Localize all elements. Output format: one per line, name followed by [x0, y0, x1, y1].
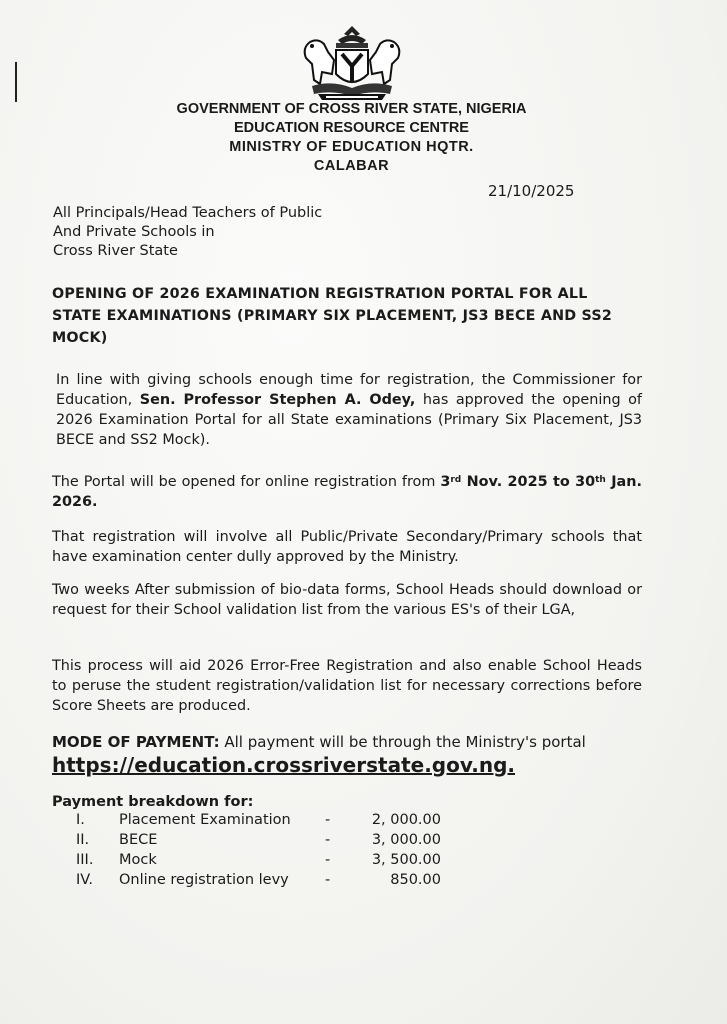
payment-row-amount: 2, 000.00 — [371, 812, 441, 828]
p2-day-start: 3 — [440, 474, 451, 490]
payment-row-dash: - — [325, 812, 331, 828]
header-ministry: MINISTRY OF EDUCATION HQTR. — [229, 139, 474, 155]
paragraph-eligibility: That registration will involve all Public/Private Secondary/Primary schools that have examination center dully approved by the Ministry. — [52, 529, 642, 565]
p1-text-a: In line with giving schools enough time for registration, the Commissioner for Education, — [56, 372, 642, 408]
p2-text-a: The Portal will be opened for online registration from — [52, 474, 441, 490]
paragraph-approval — [56, 370, 642, 450]
header-city: CALABAR — [313, 158, 390, 174]
letter-subject: OPENING OF 2026 EXAMINATION REGISTRATION PORTAL FOR ALL STATE EXAMINATIONS (PRIMARY SIX PLACEMENT, JS3 BECE AND SS2 MOCK) — [52, 286, 612, 346]
payment-row-amount: 3, 000.00 — [371, 832, 441, 848]
addressee-line-1: All Principals/Head Teachers of Public — [53, 205, 323, 221]
addressee-line-3: Cross River State — [53, 243, 178, 259]
payment-row-amount: 3, 500.00 — [371, 852, 441, 868]
paragraph-portal-dates — [52, 472, 642, 512]
payment-row-number: III. — [76, 852, 94, 868]
payment-row-item: Mock — [119, 852, 157, 868]
payment-row-item: Online registration levy — [119, 872, 289, 888]
margin-mark — [15, 62, 17, 102]
coat-of-arms-icon — [292, 24, 412, 102]
payment-mode-text: All payment will be through the Ministry's portal — [219, 733, 586, 751]
p2-date-end: Jan. 2026. — [52, 474, 642, 510]
header-resource-centre: EDUCATION RESOURCE CENTRE — [234, 120, 469, 136]
ministry-portal-link[interactable]: https://education.crossriverstate.gov.ng. — [52, 753, 515, 777]
payment-row-number: I. — [76, 812, 85, 828]
p1-text-c: has approved the opening of 2026 Examination Portal for all State examinations (Primary Six Placement, JS3 BECE and SS2 Mock). — [56, 392, 642, 448]
paragraph-error-free: This process will aid 2026 Error-Free Registration and also enable School Heads to peruse the student registration/validation list for necessary corrections before Score Sheets are produced. — [52, 658, 642, 714]
addressee-line-2: And Private Schools in — [53, 224, 215, 240]
payment-row-dash: - — [325, 832, 331, 848]
payment-row — [0, 852, 727, 872]
paragraph-payment-mode — [52, 732, 642, 752]
p2-sup-end: th — [595, 475, 606, 485]
payment-row-number: II. — [76, 832, 90, 848]
payment-row-dash: - — [325, 872, 331, 888]
p2-sup-start: rd — [450, 475, 462, 485]
payment-row — [0, 872, 727, 892]
payment-mode-label: MODE OF PAYMENT: — [52, 733, 220, 751]
payment-row — [0, 812, 727, 832]
payment-row-item: BECE — [119, 832, 158, 848]
commissioner-name: Sen. Professor Stephen A. Odey, — [139, 392, 416, 408]
header-government: GOVERNMENT OF CROSS RIVER STATE, NIGERIA — [176, 101, 527, 117]
payment-row-number: IV. — [76, 872, 93, 888]
payment-row-dash: - — [325, 852, 331, 868]
payment-breakdown-title: Payment breakdown for: — [52, 794, 254, 810]
p2-date-middle: Nov. 2025 to 30 — [461, 474, 596, 490]
payment-row-item: Placement Examination — [119, 812, 291, 828]
paragraph-validation-list: Two weeks After submission of bio-data forms, School Heads should download or request for their School validation list from the various ES's of their LGA, — [52, 582, 642, 618]
payment-row — [0, 832, 727, 852]
payment-row-amount: 850.00 — [390, 872, 441, 888]
letter-date: 21/10/2025 — [488, 182, 575, 200]
